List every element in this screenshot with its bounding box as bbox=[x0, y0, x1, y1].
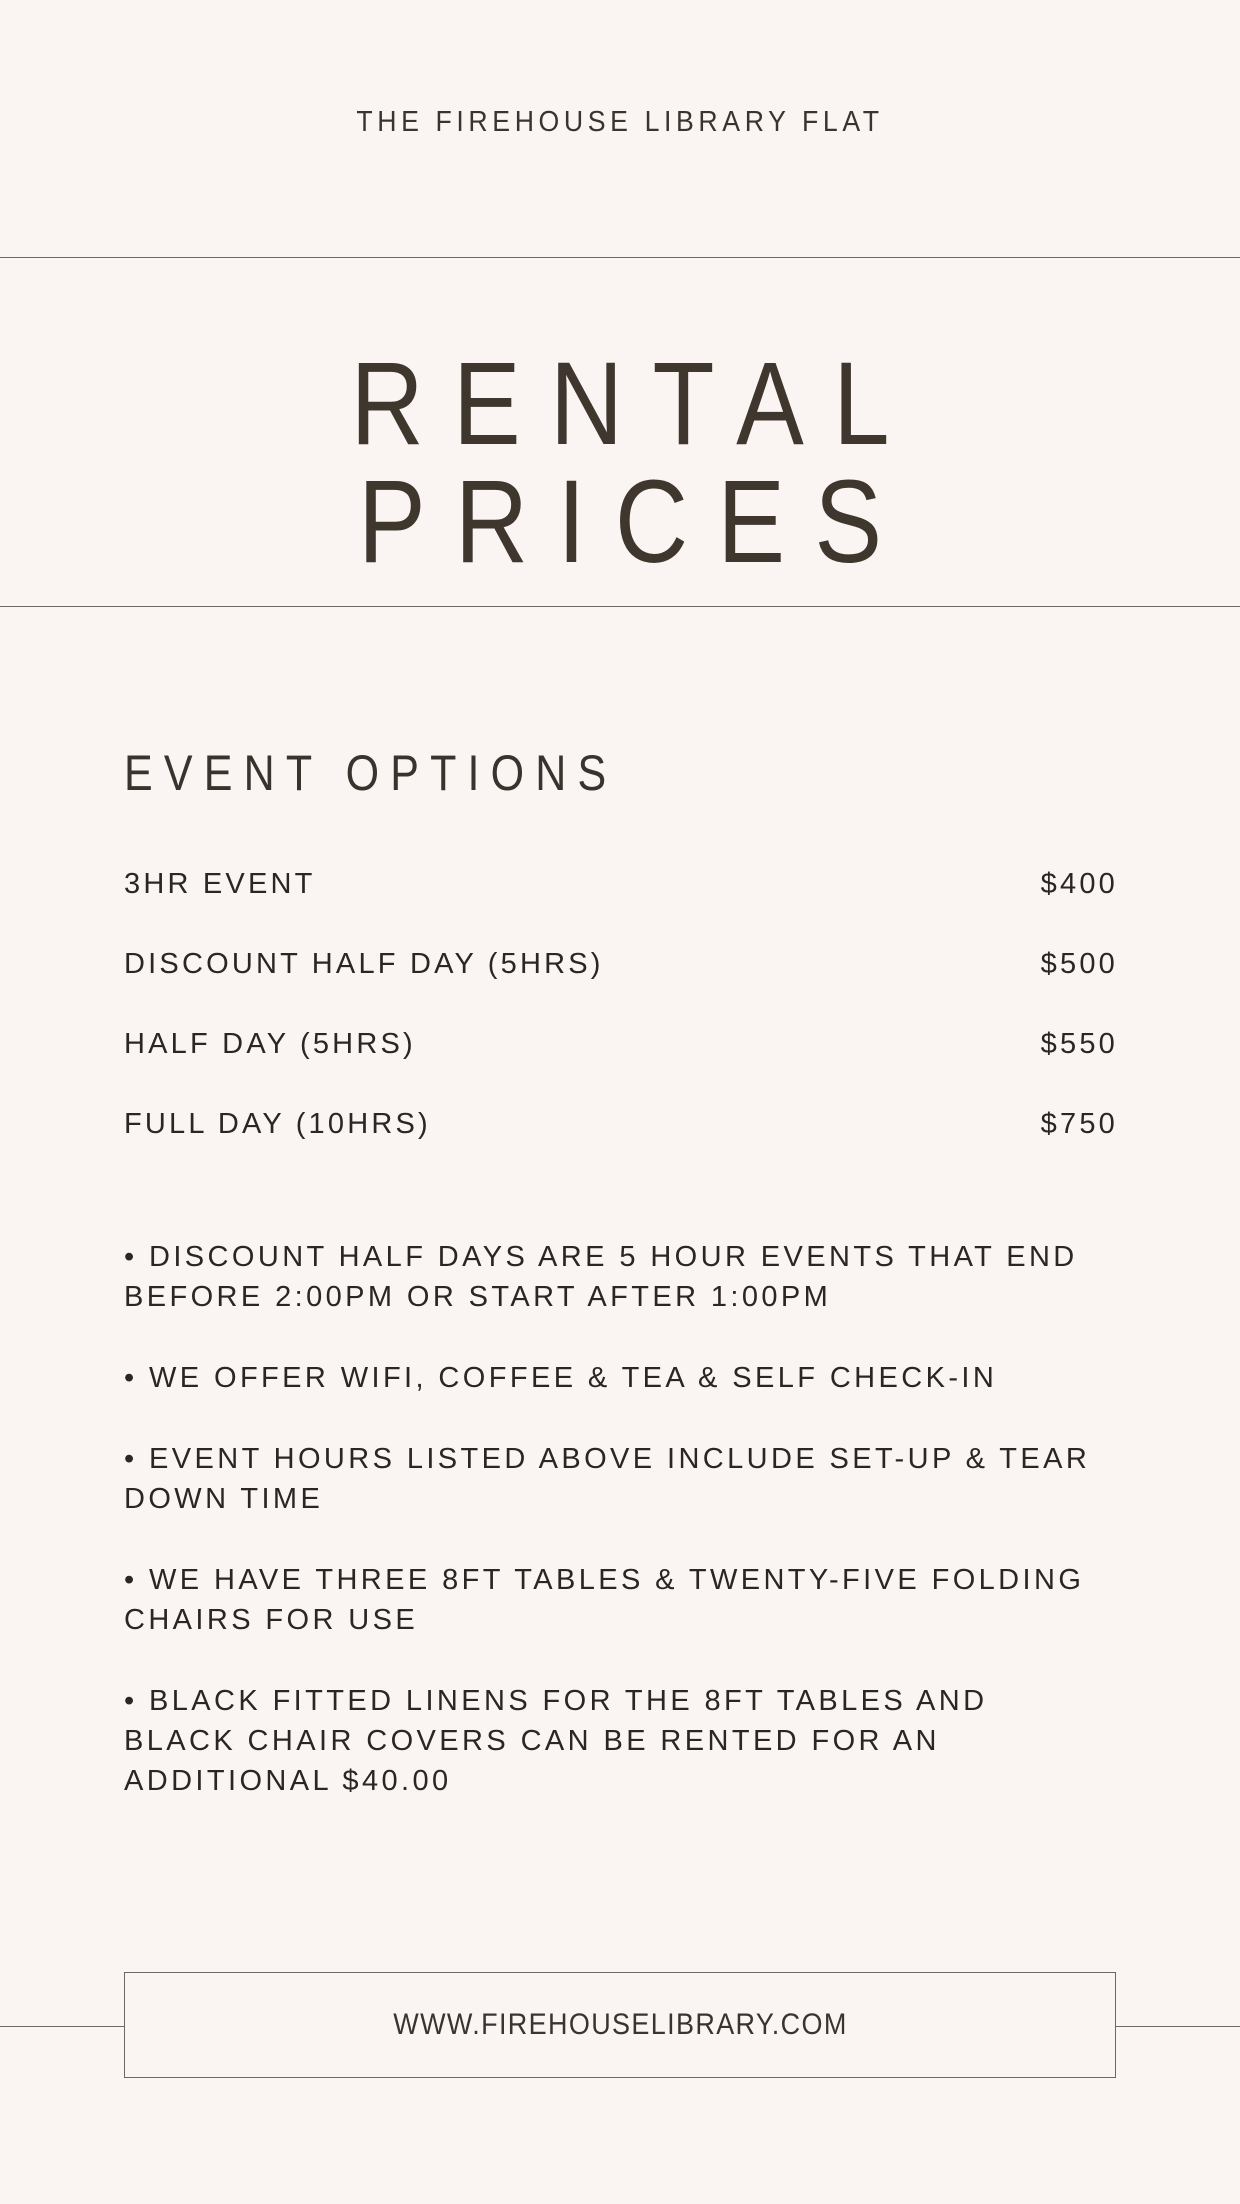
note-item: • DISCOUNT HALF DAYS ARE 5 HOUR EVENTS THAT END BEFORE 2:00PM OR START AFTER 1:00PM bbox=[124, 1241, 1078, 1313]
price-row bbox=[124, 1004, 1118, 1084]
website-url[interactable]: WWW.FIREHOUSELIBRARY.COM bbox=[392, 2008, 848, 2041]
top-divider bbox=[0, 257, 1240, 258]
price-row-price: $550 bbox=[1040, 1028, 1118, 1060]
footer-divider-right bbox=[1116, 2026, 1240, 2027]
price-row bbox=[124, 844, 1118, 924]
price-row-price: $500 bbox=[1040, 948, 1118, 980]
note-item: • WE HAVE THREE 8FT TABLES & TWENTY-FIVE FOLDING CHAIRS FOR USE bbox=[124, 1564, 1085, 1636]
note-item: • WE OFFER WIFI, COFFEE & TEA & SELF CHECK-IN bbox=[124, 1362, 998, 1394]
price-row-label: FULL DAY (10HRS) bbox=[124, 1108, 431, 1140]
footer-divider-left bbox=[0, 2026, 125, 2027]
note-item: • EVENT HOURS LISTED ABOVE INCLUDE SET-UP & TEAR DOWN TIME bbox=[124, 1443, 1091, 1515]
title-divider bbox=[0, 606, 1240, 607]
notes-list bbox=[124, 1237, 1164, 1842]
price-row bbox=[124, 924, 1118, 1004]
price-row-price: $400 bbox=[1040, 868, 1118, 900]
section-heading-event-options: EVENT OPTIONS bbox=[124, 745, 618, 801]
price-row-price: $750 bbox=[1040, 1108, 1118, 1140]
price-list bbox=[124, 844, 1118, 1164]
price-row-label: HALF DAY (5HRS) bbox=[124, 1028, 416, 1060]
page-title: RENTAL PRICES bbox=[350, 338, 919, 588]
price-row bbox=[124, 1084, 1118, 1164]
footer-url-box bbox=[124, 1972, 1116, 2078]
note-item: • BLACK FITTED LINENS FOR THE 8FT TABLES AND BLACK CHAIR COVERS CAN BE RENTED FOR AN ADDITIONAL $40.00 bbox=[124, 1685, 988, 1797]
price-row-label: 3HR EVENT bbox=[124, 868, 316, 900]
site-name: THE FIREHOUSE LIBRARY FLAT bbox=[356, 106, 884, 138]
price-row-label: DISCOUNT HALF DAY (5HRS) bbox=[124, 948, 604, 980]
